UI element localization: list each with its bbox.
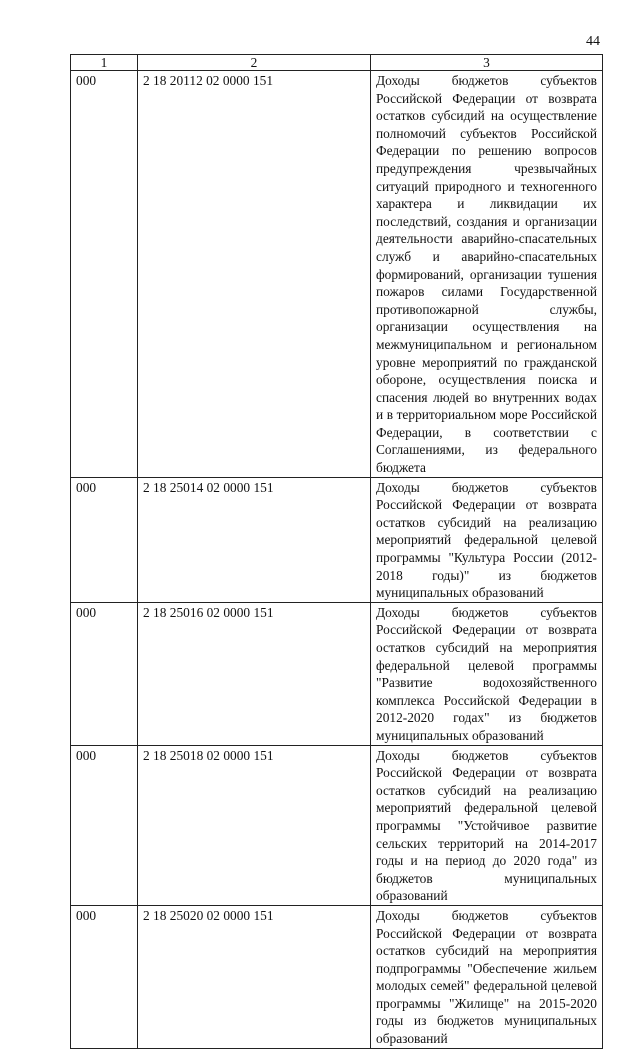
admin-code-cell: 000 <box>71 602 138 745</box>
description-cell: Доходы бюджетов субъектов Российской Федерации от возврата остатков субсидий на осуществление полномочий субъектов Российской Федерации по решению вопросов предупреждения чрезвычайных ситуаций природного и техногенного характера и ликвидации их последствий, создания и организации деятельности аварийно-спасательных служб и аварийно-спасательных формирований, организации тушения пожаров силами Государственной противопожарной службы, организации осуществления на межмуниципальном и региональном уровне мероприятий по гражданской обороне, осуществления поиска и спасения людей во внутренних водах и в территориальном море Российской Федерации, в соответствии с Соглашениями, из федерального бюджета <box>371 71 603 478</box>
table-header-row <box>71 55 603 71</box>
table-row <box>71 602 603 745</box>
kbk-code-cell: 2 18 20112 02 0000 151 <box>138 71 371 478</box>
admin-code-cell: 000 <box>71 477 138 602</box>
admin-code-cell: 000 <box>71 71 138 478</box>
budget-codes-table <box>70 54 603 1049</box>
description-cell: Доходы бюджетов субъектов Российской Федерации от возврата остатков субсидий на реализацию мероприятий федеральной целевой программы "Устойчивое развитие сельских территорий на 2014-2017 годы и на период до 2020 года" из бюджетов муниципальных образований <box>371 745 603 905</box>
table-row <box>71 71 603 478</box>
kbk-code-cell: 2 18 25016 02 0000 151 <box>138 602 371 745</box>
kbk-code-cell: 2 18 25018 02 0000 151 <box>138 745 371 905</box>
admin-code-cell: 000 <box>71 905 138 1048</box>
table-row <box>71 905 603 1048</box>
description-cell: Доходы бюджетов субъектов Российской Федерации от возврата остатков субсидий на мероприятия федеральной целевой программы "Развитие водохозяйственного комплекса Российской Федерации в 2012-2020 годах" из бюджетов муниципальных образований <box>371 602 603 745</box>
kbk-code-cell: 2 18 25020 02 0000 151 <box>138 905 371 1048</box>
column-header-3: 3 <box>371 55 603 71</box>
table-row <box>71 477 603 602</box>
table-row <box>71 745 603 905</box>
description-cell: Доходы бюджетов субъектов Российской Федерации от возврата остатков субсидий на реализацию мероприятий федеральной целевой программы "Культура России (2012-2018 годы)" из бюджетов муниципальных образований <box>371 477 603 602</box>
kbk-code-cell: 2 18 25014 02 0000 151 <box>138 477 371 602</box>
page-number: 44 <box>586 34 600 49</box>
description-cell: Доходы бюджетов субъектов Российской Федерации от возврата остатков субсидий на мероприятия подпрограммы "Обеспечение жильем молодых семей" федеральной целевой программы "Жилище" на 2015-2020 годы из бюджетов муниципальных образований <box>371 905 603 1048</box>
column-header-2: 2 <box>138 55 371 71</box>
column-header-1: 1 <box>71 55 138 71</box>
admin-code-cell: 000 <box>71 745 138 905</box>
